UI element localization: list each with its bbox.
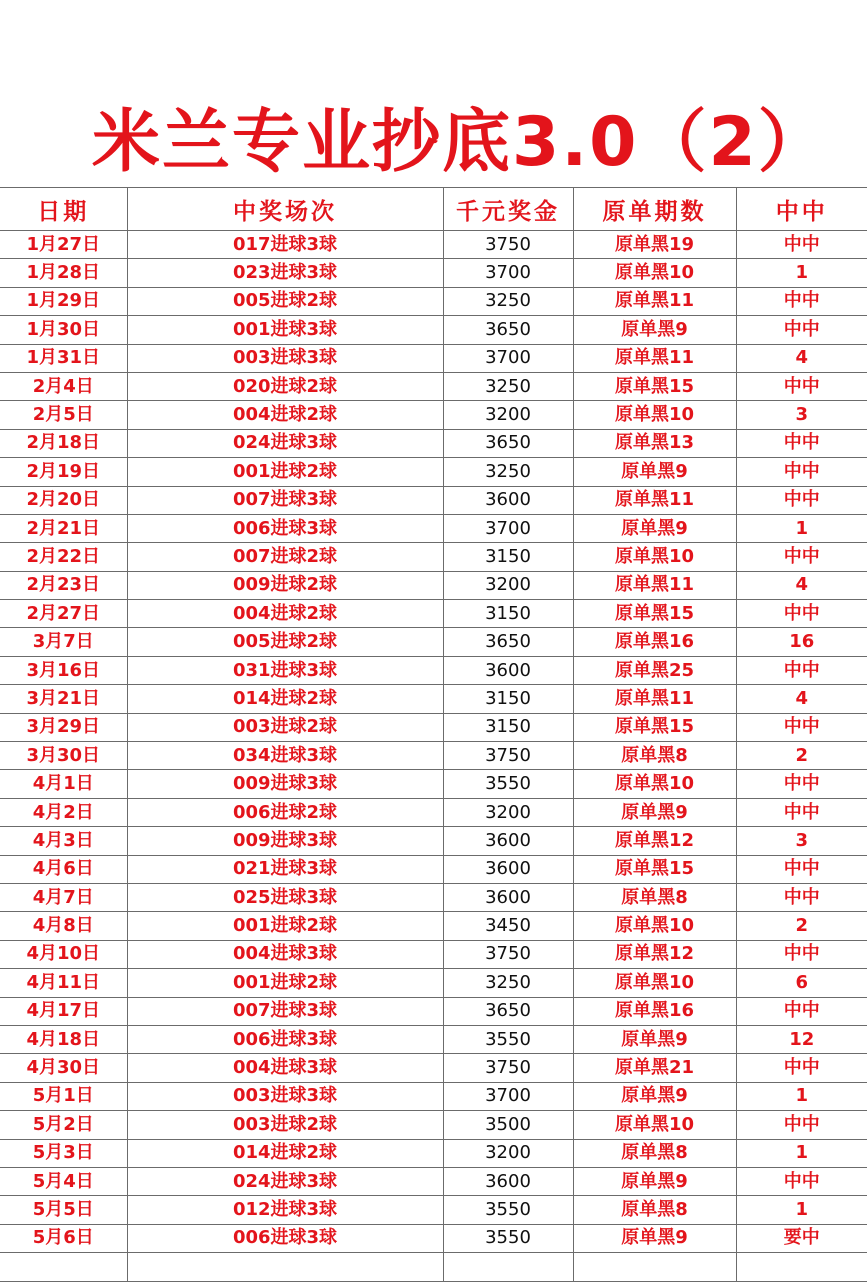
cell-match: 009进球3球	[127, 827, 443, 855]
cell-hit: 4	[736, 344, 867, 372]
empty-cell	[573, 1253, 736, 1282]
cell-prize: 3150	[443, 600, 573, 628]
cell-match: 001进球2球	[127, 458, 443, 486]
table-row	[0, 429, 867, 457]
table-row	[0, 543, 867, 571]
cell-hit: 1	[736, 1082, 867, 1110]
cell-date: 4月11日	[0, 969, 127, 997]
cell-date: 2月19日	[0, 458, 127, 486]
header-match: 中奖场次	[127, 188, 443, 231]
cell-issue: 原单黑9	[573, 458, 736, 486]
cell-prize: 3700	[443, 514, 573, 542]
cell-issue: 原单黑8	[573, 883, 736, 911]
cell-date: 5月4日	[0, 1167, 127, 1195]
table-header	[0, 188, 867, 231]
cell-match: 024进球3球	[127, 429, 443, 457]
cell-prize: 3600	[443, 883, 573, 911]
cell-hit: 中中	[736, 855, 867, 883]
cell-issue: 原单黑13	[573, 429, 736, 457]
cell-issue: 原单黑11	[573, 486, 736, 514]
cell-hit: 中中	[736, 600, 867, 628]
cell-issue: 原单黑9	[573, 1025, 736, 1053]
cell-prize: 3550	[443, 1025, 573, 1053]
cell-date: 4月8日	[0, 912, 127, 940]
cell-prize: 3250	[443, 458, 573, 486]
cell-match: 003进球3球	[127, 1082, 443, 1110]
empty-cell	[736, 1253, 867, 1282]
cell-match: 034进球3球	[127, 742, 443, 770]
cell-prize: 3150	[443, 713, 573, 741]
cell-prize: 3550	[443, 770, 573, 798]
cell-hit: 1	[736, 514, 867, 542]
cell-prize: 3600	[443, 1167, 573, 1195]
cell-prize: 3450	[443, 912, 573, 940]
table-row	[0, 912, 867, 940]
cell-prize: 3700	[443, 259, 573, 287]
cell-hit: 中中	[736, 883, 867, 911]
cell-date: 1月27日	[0, 231, 127, 259]
cell-issue: 原单黑9	[573, 1082, 736, 1110]
cell-issue: 原单黑15	[573, 600, 736, 628]
cell-prize: 3500	[443, 1111, 573, 1139]
cell-hit: 中中	[736, 316, 867, 344]
cell-date: 2月27日	[0, 600, 127, 628]
cell-hit: 中中	[736, 429, 867, 457]
cell-match: 001进球2球	[127, 969, 443, 997]
cell-date: 3月16日	[0, 656, 127, 684]
cell-issue: 原单黑16	[573, 997, 736, 1025]
table-row	[0, 827, 867, 855]
cell-date: 1月28日	[0, 259, 127, 287]
table-row	[0, 713, 867, 741]
cell-hit: 1	[736, 1139, 867, 1167]
cell-hit: 3	[736, 827, 867, 855]
empty-cell	[127, 1253, 443, 1282]
cell-match: 006进球3球	[127, 514, 443, 542]
cell-match: 006进球2球	[127, 798, 443, 826]
cell-issue: 原单黑9	[573, 798, 736, 826]
cell-prize: 3700	[443, 1082, 573, 1110]
cell-match: 014进球2球	[127, 685, 443, 713]
table-row	[0, 514, 867, 542]
table-row	[0, 1111, 867, 1139]
cell-date: 2月20日	[0, 486, 127, 514]
table-row	[0, 1054, 867, 1082]
cell-prize: 3200	[443, 401, 573, 429]
cell-date: 4月1日	[0, 770, 127, 798]
cell-match: 024进球3球	[127, 1167, 443, 1195]
cell-issue: 原单黑16	[573, 628, 736, 656]
table-row	[0, 287, 867, 315]
cell-date: 3月7日	[0, 628, 127, 656]
table-row	[0, 855, 867, 883]
cell-hit: 中中	[736, 486, 867, 514]
cell-date: 5月3日	[0, 1139, 127, 1167]
cell-hit: 6	[736, 969, 867, 997]
cell-hit: 中中	[736, 713, 867, 741]
cell-hit: 2	[736, 912, 867, 940]
cell-hit: 12	[736, 1025, 867, 1053]
table-row	[0, 1224, 867, 1252]
cell-match: 023进球3球	[127, 259, 443, 287]
cell-prize: 3200	[443, 1139, 573, 1167]
table-row	[0, 883, 867, 911]
cell-prize: 3550	[443, 1196, 573, 1224]
cell-date: 4月30日	[0, 1054, 127, 1082]
cell-issue: 原单黑8	[573, 1196, 736, 1224]
table-row	[0, 1082, 867, 1110]
cell-match: 007进球3球	[127, 997, 443, 1025]
cell-issue: 原单黑19	[573, 231, 736, 259]
table-row	[0, 997, 867, 1025]
cell-date: 4月3日	[0, 827, 127, 855]
cell-hit: 中中	[736, 770, 867, 798]
cell-issue: 原单黑12	[573, 940, 736, 968]
cell-date: 3月21日	[0, 685, 127, 713]
cell-hit: 中中	[736, 940, 867, 968]
cell-issue: 原单黑8	[573, 742, 736, 770]
cell-issue: 原单黑15	[573, 855, 736, 883]
cell-match: 014进球2球	[127, 1139, 443, 1167]
cell-hit: 3	[736, 401, 867, 429]
cell-hit: 16	[736, 628, 867, 656]
cell-prize: 3550	[443, 1224, 573, 1252]
cell-date: 5月1日	[0, 1082, 127, 1110]
cell-issue: 原单黑9	[573, 1224, 736, 1252]
table-row	[0, 259, 867, 287]
cell-prize: 3200	[443, 798, 573, 826]
cell-hit: 中中	[736, 656, 867, 684]
cell-issue: 原单黑11	[573, 287, 736, 315]
cell-match: 025进球3球	[127, 883, 443, 911]
cell-hit: 4	[736, 685, 867, 713]
cell-issue: 原单黑11	[573, 344, 736, 372]
cell-issue: 原单黑8	[573, 1139, 736, 1167]
cell-prize: 3600	[443, 486, 573, 514]
cell-match: 007进球2球	[127, 543, 443, 571]
cell-date: 2月5日	[0, 401, 127, 429]
table-row	[0, 1139, 867, 1167]
table-row	[0, 316, 867, 344]
cell-issue: 原单黑11	[573, 571, 736, 599]
cell-issue: 原单黑10	[573, 259, 736, 287]
cell-match: 004进球3球	[127, 940, 443, 968]
cell-match: 017进球3球	[127, 231, 443, 259]
cell-issue: 原单黑10	[573, 770, 736, 798]
cell-hit: 中中	[736, 1111, 867, 1139]
table-row	[0, 656, 867, 684]
cell-hit: 4	[736, 571, 867, 599]
cell-prize: 3650	[443, 316, 573, 344]
cell-hit: 中中	[736, 372, 867, 400]
cell-prize: 3700	[443, 344, 573, 372]
cell-hit: 中中	[736, 1054, 867, 1082]
header-date: 日期	[0, 188, 127, 231]
cell-prize: 3750	[443, 231, 573, 259]
table-row	[0, 770, 867, 798]
cell-match: 005进球2球	[127, 287, 443, 315]
empty-cell	[443, 1253, 573, 1282]
cell-prize: 3200	[443, 571, 573, 599]
table-row	[0, 344, 867, 372]
cell-issue: 原单黑10	[573, 401, 736, 429]
table-row	[0, 798, 867, 826]
cell-match: 001进球3球	[127, 316, 443, 344]
cell-issue: 原单黑21	[573, 1054, 736, 1082]
cell-prize: 3650	[443, 997, 573, 1025]
table-row	[0, 628, 867, 656]
cell-issue: 原单黑9	[573, 1167, 736, 1195]
cell-date: 1月29日	[0, 287, 127, 315]
cell-match: 021进球3球	[127, 855, 443, 883]
cell-issue: 原单黑25	[573, 656, 736, 684]
table-row	[0, 571, 867, 599]
cell-hit: 要中	[736, 1224, 867, 1252]
cell-match: 004进球2球	[127, 600, 443, 628]
cell-issue: 原单黑12	[573, 827, 736, 855]
cell-hit: 中中	[736, 543, 867, 571]
cell-match: 012进球3球	[127, 1196, 443, 1224]
cell-match: 003进球2球	[127, 713, 443, 741]
page-title: 米兰专业抄底3.0（2）	[92, 102, 828, 182]
cell-prize: 3150	[443, 543, 573, 571]
cell-hit: 中中	[736, 287, 867, 315]
cell-prize: 3650	[443, 628, 573, 656]
cell-date: 3月30日	[0, 742, 127, 770]
empty-cell	[0, 1253, 127, 1282]
cell-date: 2月21日	[0, 514, 127, 542]
cell-match: 001进球2球	[127, 912, 443, 940]
cell-issue: 原单黑15	[573, 372, 736, 400]
cell-issue: 原单黑10	[573, 912, 736, 940]
cell-date: 3月29日	[0, 713, 127, 741]
cell-prize: 3250	[443, 287, 573, 315]
cell-match: 006进球3球	[127, 1224, 443, 1252]
table-row	[0, 231, 867, 259]
cell-match: 005进球2球	[127, 628, 443, 656]
table-row	[0, 600, 867, 628]
cell-match: 009进球2球	[127, 571, 443, 599]
cell-match: 006进球3球	[127, 1025, 443, 1053]
cell-issue: 原单黑10	[573, 543, 736, 571]
table-row	[0, 685, 867, 713]
cell-prize: 3600	[443, 855, 573, 883]
table-row	[0, 940, 867, 968]
cell-match: 009进球3球	[127, 770, 443, 798]
cell-date: 4月6日	[0, 855, 127, 883]
cell-hit: 1	[736, 259, 867, 287]
cell-date: 4月7日	[0, 883, 127, 911]
cell-issue: 原单黑10	[573, 1111, 736, 1139]
cell-match: 007进球3球	[127, 486, 443, 514]
cell-date: 4月18日	[0, 1025, 127, 1053]
table-row	[0, 1167, 867, 1195]
table-row	[0, 486, 867, 514]
cell-issue: 原单黑10	[573, 969, 736, 997]
cell-issue: 原单黑9	[573, 514, 736, 542]
cell-prize: 3250	[443, 969, 573, 997]
cell-hit: 中中	[736, 1167, 867, 1195]
header-hit: 中中	[736, 188, 867, 231]
cell-date: 4月10日	[0, 940, 127, 968]
cell-prize: 3150	[443, 685, 573, 713]
cell-match: 003进球2球	[127, 1111, 443, 1139]
table-row	[0, 372, 867, 400]
cell-issue: 原单黑11	[573, 685, 736, 713]
cell-match: 004进球2球	[127, 401, 443, 429]
cell-hit: 中中	[736, 458, 867, 486]
cell-prize: 3600	[443, 656, 573, 684]
cell-match: 020进球2球	[127, 372, 443, 400]
cell-date: 2月4日	[0, 372, 127, 400]
cell-hit: 1	[736, 1196, 867, 1224]
results-table	[0, 187, 867, 1282]
cell-prize: 3600	[443, 827, 573, 855]
cell-hit: 中中	[736, 798, 867, 826]
cell-prize: 3750	[443, 742, 573, 770]
header-prize: 千元奖金	[443, 188, 573, 231]
cell-date: 1月31日	[0, 344, 127, 372]
cell-match: 004进球3球	[127, 1054, 443, 1082]
cell-prize: 3650	[443, 429, 573, 457]
cell-date: 1月30日	[0, 316, 127, 344]
cell-date: 4月17日	[0, 997, 127, 1025]
table-row	[0, 401, 867, 429]
cell-hit: 2	[736, 742, 867, 770]
cell-match: 003进球3球	[127, 344, 443, 372]
cell-date: 4月2日	[0, 798, 127, 826]
table-row	[0, 969, 867, 997]
table-row	[0, 742, 867, 770]
header-issue: 原单期数	[573, 188, 736, 231]
header-row	[0, 188, 867, 231]
cell-date: 5月6日	[0, 1224, 127, 1252]
cell-date: 2月18日	[0, 429, 127, 457]
cell-hit: 中中	[736, 997, 867, 1025]
cell-date: 2月23日	[0, 571, 127, 599]
cell-prize: 3750	[443, 1054, 573, 1082]
table-row	[0, 1025, 867, 1053]
cell-issue: 原单黑15	[573, 713, 736, 741]
table-row	[0, 458, 867, 486]
table-row	[0, 1196, 867, 1224]
cell-prize: 3750	[443, 940, 573, 968]
cell-match: 031进球3球	[127, 656, 443, 684]
cell-issue: 原单黑9	[573, 316, 736, 344]
cell-date: 5月2日	[0, 1111, 127, 1139]
cell-date: 2月22日	[0, 543, 127, 571]
cell-date: 5月5日	[0, 1196, 127, 1224]
empty-row	[0, 1253, 867, 1282]
cell-hit: 中中	[736, 231, 867, 259]
table-body	[0, 231, 867, 1282]
cell-prize: 3250	[443, 372, 573, 400]
